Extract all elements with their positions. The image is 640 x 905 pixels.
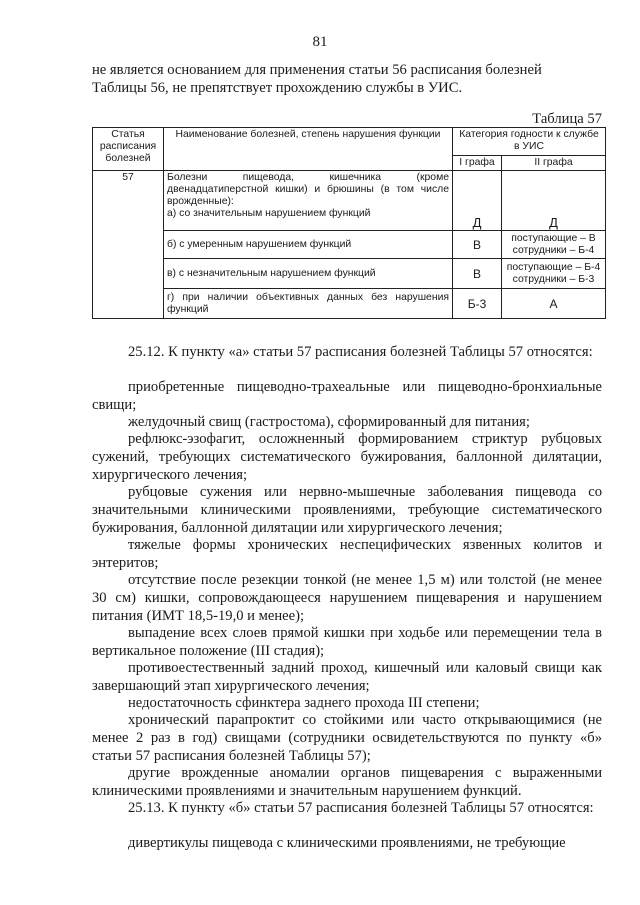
page-number: 81 [312, 34, 328, 50]
row-c-text: в) с незначительным нарушением функций [164, 259, 453, 289]
list-item: желудочный свищ (гастростома), сформированный для питания; [128, 414, 530, 430]
header-col-1: I графа [453, 156, 502, 171]
row-d-text-line-2: функций [167, 303, 209, 315]
table-label: Таблица 57 [532, 111, 602, 127]
header-article: Статья расписания болезней [93, 128, 164, 171]
intro-line-1: не является основанием для применения статьи 56 расписания болезней [92, 62, 542, 78]
disease-title-line-3: врожденные): [167, 196, 234, 207]
row-c-g2-staff: сотрудники – Б-3 [512, 273, 595, 285]
list-item: тяжелые формы хронических неспецифических язвенных колитов и энтеритов; [92, 537, 602, 571]
list-item: недостаточность сфинктера заднего прохода III степени; [128, 695, 480, 711]
row-a-g1: Д [453, 171, 502, 231]
row-d-g2: А [502, 289, 606, 319]
list-item: рубцовые сужения или нервно-мышечные заболевания пищевода со значительными клиническими проявлениями, требующие систематического бужирования, баллонной дилятации или хирургического лечения; [92, 484, 602, 536]
list-item: противоестественный задний проход, кишечный или каловый свищи как завершающий этап хирургического лечения; [92, 660, 602, 694]
row-b-text: б) с умеренным нарушением функций [164, 231, 453, 259]
header-name: Наименование болезней, степень нарушения функции [164, 128, 453, 171]
list-item: другие врожденные аномалии органов пищеварения с выраженными клиническими проявлениями и значительным нарушением функций. [92, 765, 602, 799]
row-b-g2 [502, 231, 606, 259]
row-d-text-line-1: г) при наличии объективных данных без нарушения [167, 291, 449, 303]
disease-title-line-1: Болезни пищевода, кишечника (кроме [167, 172, 449, 183]
row-a-text: а) со значительным нарушением функций [167, 208, 371, 219]
row-b-g2-staff: сотрудники – Б-4 [512, 244, 595, 256]
row-c-g2 [502, 259, 606, 289]
list-item: отсутствие после резекции тонкой (не менее 1,5 м) или толстой (не менее 30 см) кишки, сопровождающееся нарушением пищеварения и нарушением питания (ИМТ 18,5-19,0 и менее); [92, 572, 602, 624]
list-item: дивертикулы пищевода с клиническими проявлениями, не требующие [128, 835, 566, 851]
disease-table [92, 127, 606, 319]
list-item: приобретенные пищеводно-трахеальные или пищеводно-бронхиальные свищи; [92, 379, 602, 413]
paragraph-25-12: 25.12. К пункту «а» статьи 57 расписания болезней Таблицы 57 относятся: [128, 344, 593, 360]
row-c-g1: В [453, 259, 502, 289]
disease-cell-a [164, 171, 453, 231]
list-item: хронический парапроктит со стойкими или часто открывающимися (не менее 2 раз в год) свищами (сотрудники освидетельствуются по пункту «б» статьи 57 расписания болезней Таблицы 57); [92, 712, 602, 764]
row-d-text [164, 289, 453, 319]
article-number: 57 [93, 171, 164, 319]
list-item: рефлюкс-эзофагит, осложненный формированием стриктур рубцовых сужений, требующих систематического бужирования, баллонной дилятации, хирургического лечения; [92, 431, 602, 483]
row-b-g2-applicants: поступающие – В [511, 232, 596, 244]
row-b-g1: В [453, 231, 502, 259]
header-col-2: II графа [502, 156, 606, 171]
row-a-g2: Д [502, 171, 606, 231]
header-category: Категория годности к службе в УИС [453, 128, 606, 156]
disease-title-line-2: двенадцатиперстной кишки) и брюшины (в том числе [167, 184, 449, 195]
row-c-g2-applicants: поступающие – Б-4 [506, 261, 601, 273]
row-d-g1: Б-3 [453, 289, 502, 319]
intro-line-2: Таблицы 56, не препятствует прохождению службы в УИС. [92, 80, 463, 96]
paragraph-25-13: 25.13. К пункту «б» статьи 57 расписания болезней Таблицы 57 относятся: [128, 800, 594, 816]
list-item: выпадение всех слоев прямой кишки при ходьбе или перемещении тела в вертикальное положение (III стадия); [92, 625, 602, 659]
